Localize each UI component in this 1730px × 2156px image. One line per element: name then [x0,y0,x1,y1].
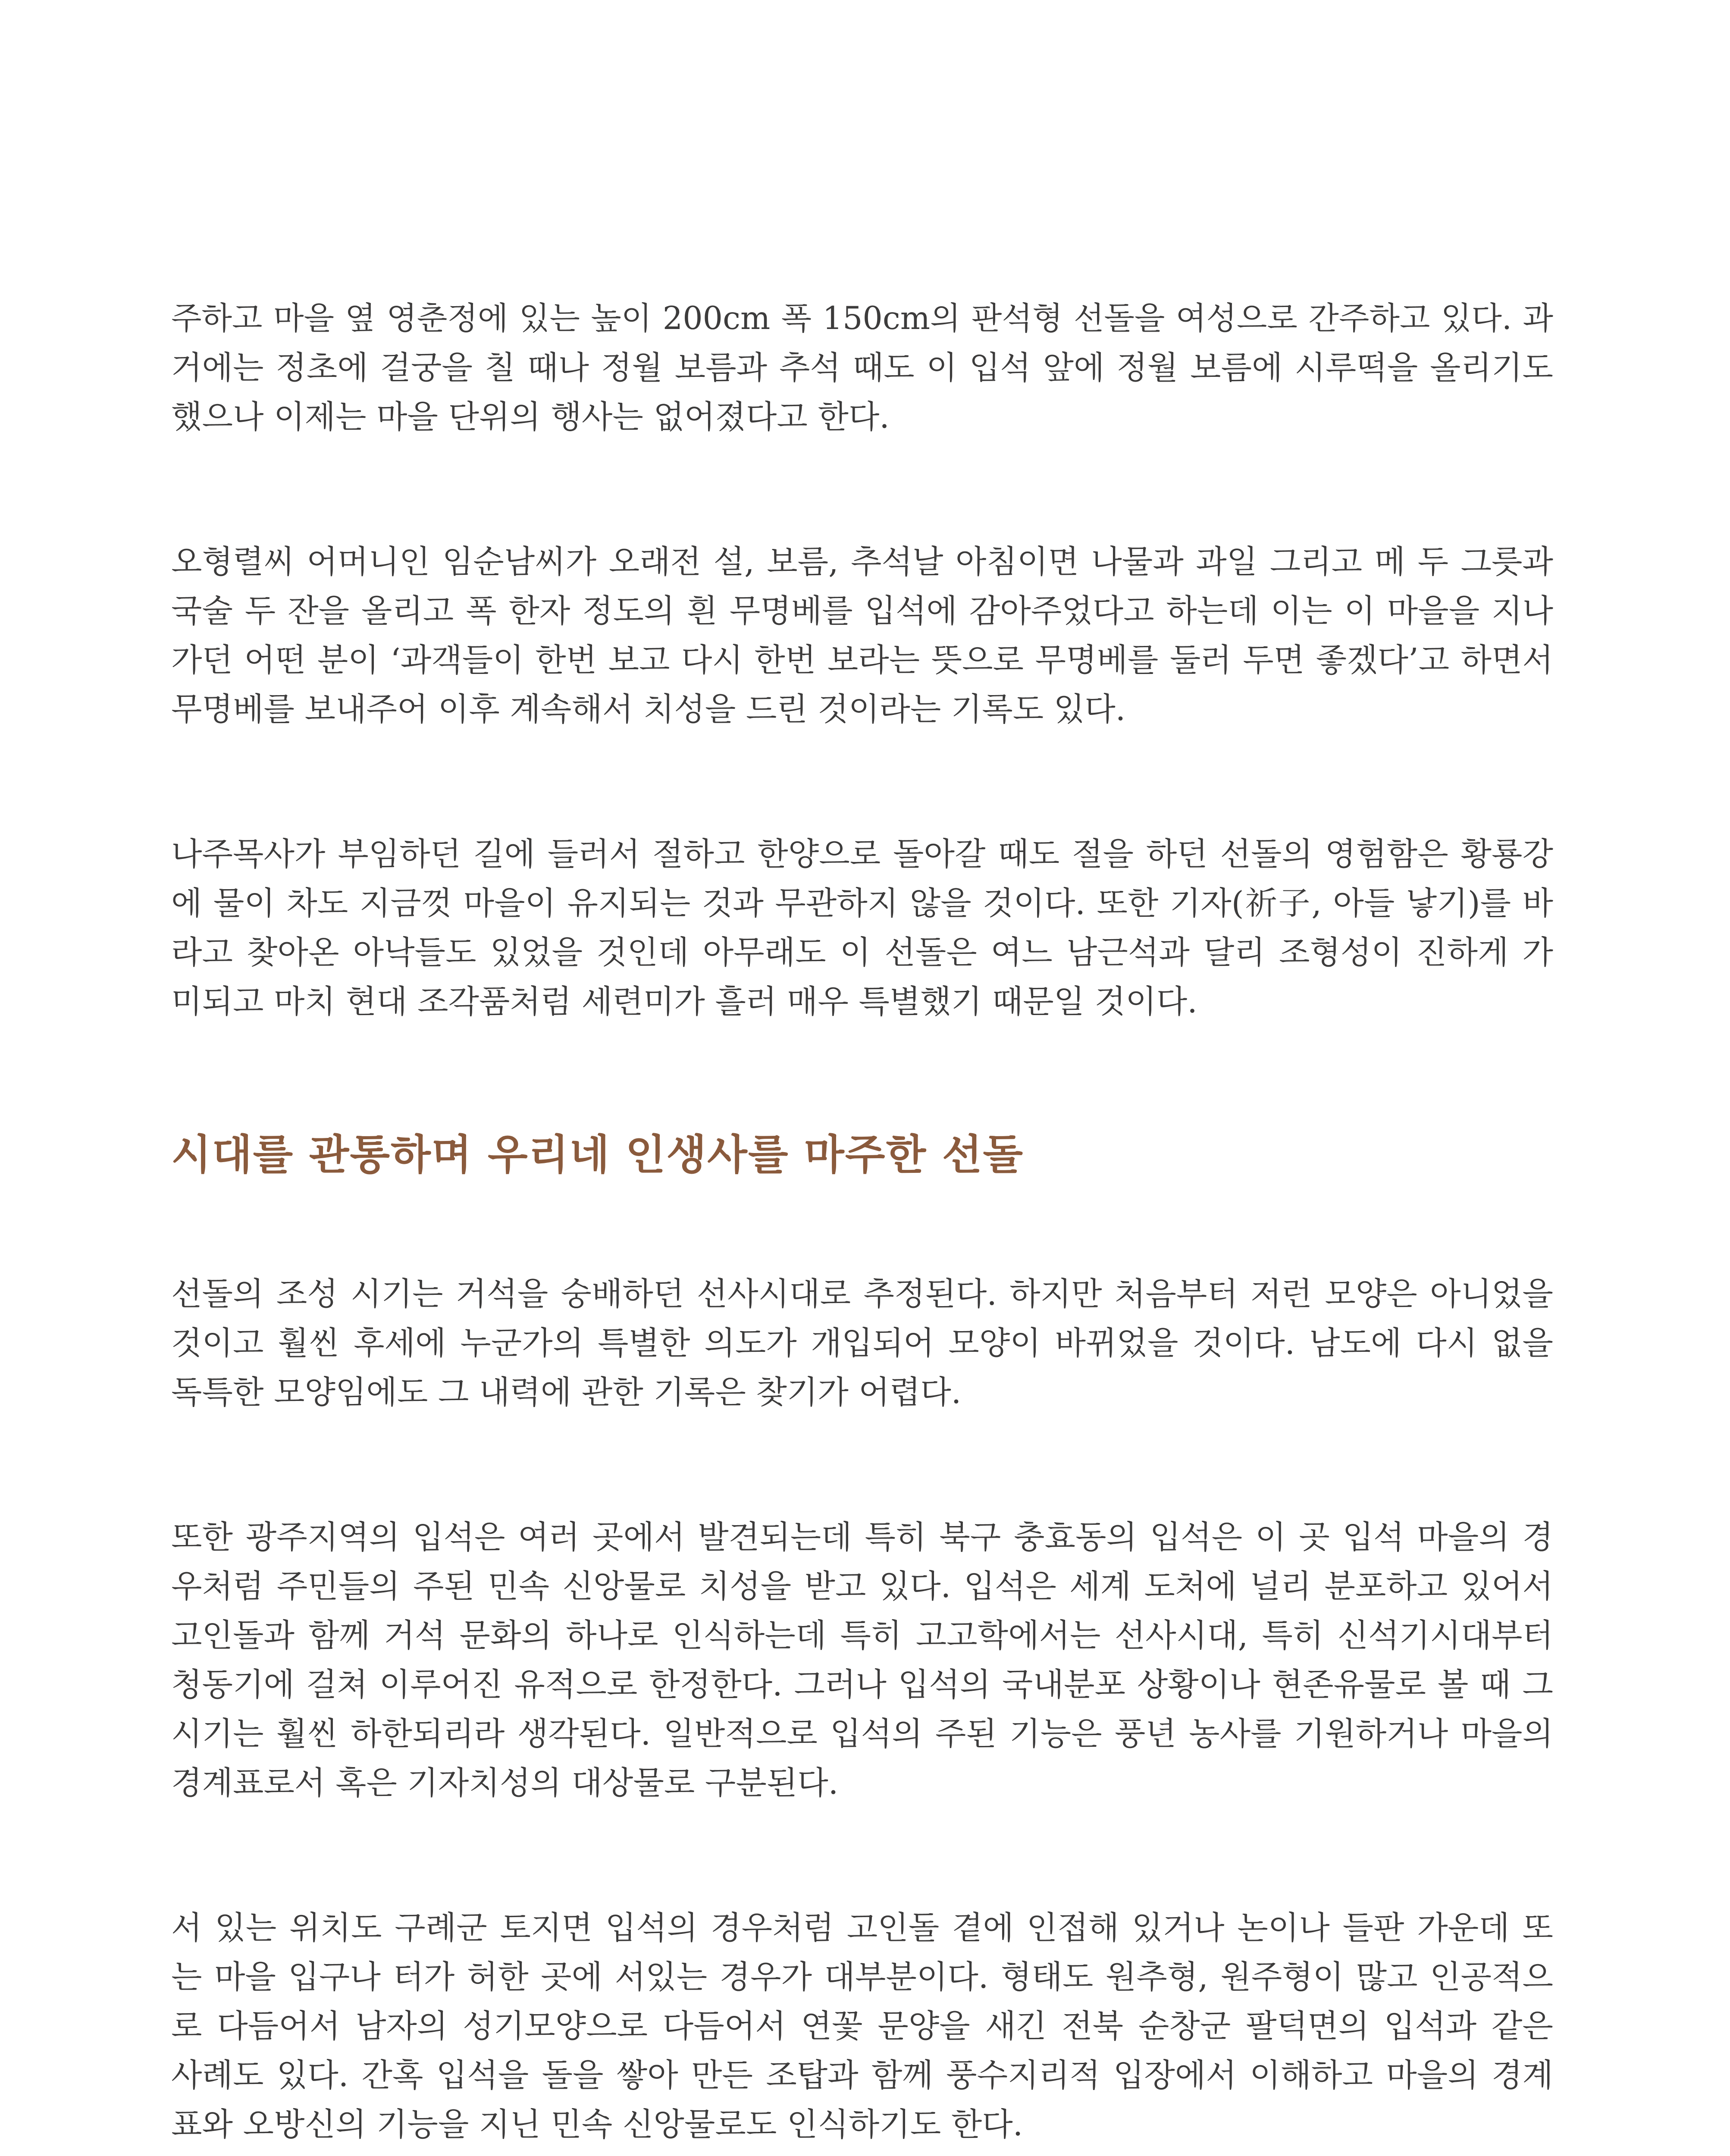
text-line: 무명베를 보내주어 이후 계속해서 치성을 드린 것이라는 기록도 있다. [171,691,1126,728]
text-line: 표와 오방신의 기능을 지닌 민속 신앙물로도 인식하기도 한다. [171,2106,1023,2143]
section-spacer [171,1185,1553,1269]
text-line: 경계표로서 혹은 기자치성의 대상물로 구분된다. [171,1764,839,1802]
paragraph-spacer [171,1417,1553,1513]
text-line: 나주목사가 부임하던 길에 들러서 절하고 한양으로 돌아갈 때도 절을 하던 선돌의 영험함은 황룡강 [171,836,1553,873]
text-line: 우처럼 주민들의 주된 민속 신앙물로 치성을 받고 있다. 입석은 세계 도처에 널리 분포하고 있어서 [171,1568,1553,1605]
text-line: 서 있는 위치도 구례군 토지면 입석의 경우처럼 고인돌 곁에 인접해 있거나 논이나 들판 가운데 또 [171,1909,1553,1946]
text-line: 국술 두 잔을 올리고 폭 한자 정도의 흰 무명베를 입석에 감아주었다고 하는데 이는 이 마을을 지나 [171,592,1553,630]
text-line: 시기는 훨씬 하한되리라 생각된다. 일반적으로 입석의 주된 기능은 풍년 농사를 기원하거나 마을의 [171,1715,1553,1752]
text-line: 청동기에 걸쳐 이루어진 유적으로 한정한다. 그러나 입석의 국내분포 상황이나 현존유물로 볼 때 그 [171,1666,1553,1703]
text-line: 미되고 마치 현대 조각품처럼 세련미가 흘러 매우 특별했기 때문일 것이다. [171,983,1197,1020]
paragraph [171,1903,1553,2149]
paragraph-spacer [171,1808,1553,1903]
text-line: 독특한 모양임에도 그 내력에 관한 기록은 찾기가 어렵다. [171,1374,962,1411]
paragraph [171,1269,1553,1417]
text-line: 라고 찾아온 아낙들도 있었을 것인데 아무래도 이 선돌은 여느 남근석과 달리 조형성이 진하게 가 [171,934,1553,971]
paragraph [171,830,1553,1026]
text-line: 것이고 훨씬 후세에 누군가의 특별한 의도가 개입되어 모양이 바뀌었을 것이다. 남도에 다시 없을 [171,1325,1553,1362]
text-line: 했으나 이제는 마을 단위의 행사는 없어졌다고 한다. [171,398,890,436]
text-line: 또한 광주지역의 입석은 여러 곳에서 발견되는데 특히 북구 충효동의 입석은 이 곳 입석 마을의 경 [171,1519,1553,1556]
section-spacer [171,1026,1553,1125]
text-line: 로 다듬어서 남자의 성기모양으로 다듬어서 연꽃 문양을 새긴 전북 순창군 팔덕면의 입석과 같은 [171,2008,1553,2045]
document-page [171,294,1553,2149]
paragraph [171,537,1553,734]
text-line: 거에는 정초에 걸궁을 칠 때나 정월 보름과 추석 때도 이 입석 앞에 정월 보름에 시루떡을 올리기도 [171,349,1553,386]
paragraph [171,1513,1553,1808]
paragraph-spacer [171,734,1553,830]
text-line: 는 마을 입구나 터가 허한 곳에 서있는 경우가 대부분이다. 형태도 원추형, 원주형이 많고 인공적으 [171,1959,1553,1996]
text-line: 가던 어떤 분이 ‘과객들이 한번 보고 다시 한번 보라는 뜻으로 무명베를 둘러 두면 좋겠다’고 하면서 [171,642,1553,679]
paragraph [171,294,1553,442]
text-line: 선돌의 조성 시기는 거석을 숭배하던 선사시대로 추정된다. 하지만 처음부터 저런 모양은 아니었을 [171,1275,1553,1313]
section-heading: 시대를 관통하며 우리네 인생사를 마주한 선돌 [171,1131,1024,1179]
text-line: 사례도 있다. 간혹 입석을 돌을 쌓아 만든 조탑과 함께 풍수지리적 입장에서 이해하고 마을의 경계 [171,2057,1553,2094]
text-line: 오형렬씨 어머니인 임순남씨가 오래전 설, 보름, 추석날 아침이면 나물과 과일 그리고 메 두 그릇과 [171,543,1553,580]
text-line: 고인돌과 함께 거석 문화의 하나로 인식하는데 특히 고고학에서는 선사시대, 특히 신석기시대부터 [171,1617,1553,1654]
text-line: 에 물이 차도 지금껏 마을이 유지되는 것과 무관하지 않을 것이다. 또한 기자(祈子, 아들 낳기)를 바 [171,885,1553,922]
paragraph-spacer [171,442,1553,537]
text-line: 주하고 마을 옆 영춘정에 있는 높이 200cm 폭 150cm의 판석형 선돌을 여성으로 간주하고 있다. 과 [171,300,1553,337]
